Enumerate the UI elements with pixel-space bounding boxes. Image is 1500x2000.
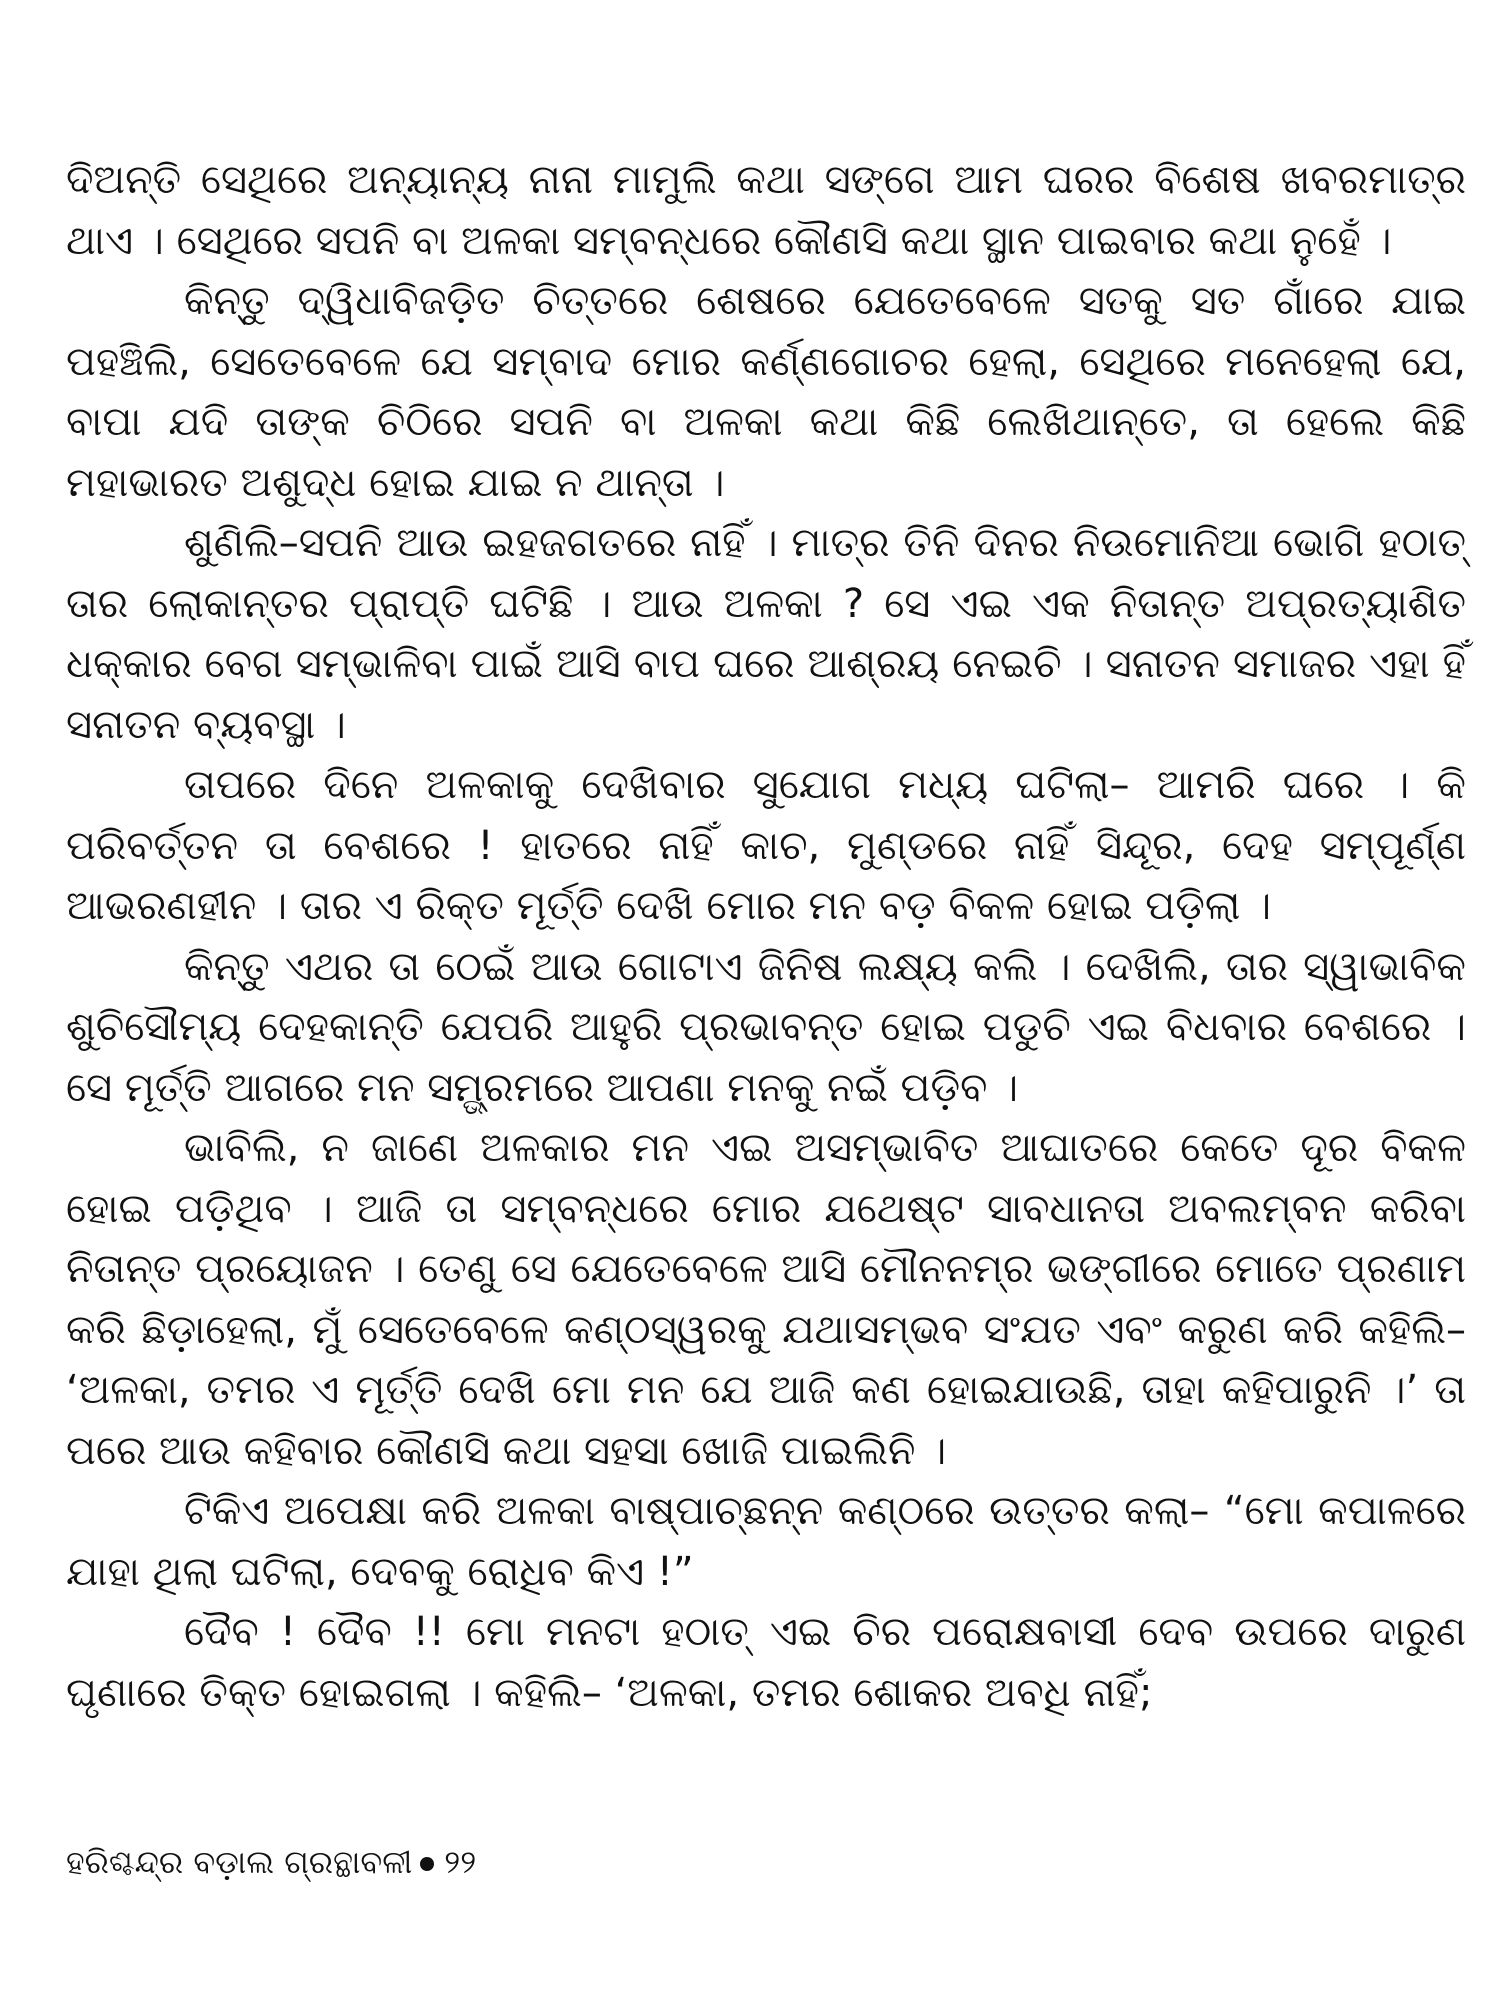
page-number: ୨୨ [444,1843,477,1881]
page-footer [66,1842,476,1882]
paragraph-6: ଭାବିଲି, ନ ଜାଣେ ଅଳକାର ମନ ଏଇ ଅସମ୍ଭାବିତ ଆଘାତରେ କେତେ ଦୂର ବିକଳ ହୋଇ ପଡ଼ିଥିବ । ଆଜି ତା ସମ୍ବନ୍ଧରେ ମୋର ଯଥେଷ୍ଟ ସାବଧାନତା ଅବଲମ୍ବନ କରିବା ନିତାନ୍ତ ପ୍ରୟୋଜନ । ତେଣୁ ସେ ଯେତେବେଳେ ଆସି ମୌନନମ୍ର ଭଙ୍ଗୀରେ ମୋତେ ପ୍ରଣାମ କରି ଛିଡ଼ାହେଲା, ମୁଁ ସେତେବେଳେ କଣ୍ଠସ୍ୱରକୁ ଯଥାସମ୍ଭବ ସଂଯତ ଏବଂ କରୁଣ କରି କହିଲି– ‘ଅଳକା, ତମର ଏ ମୂର୍ତ୍ତି ଦେଖି ମୋ ମନ ଯେ ଆଜି କଣ ହୋଇଯାଉଛି, ତାହା କହିପାରୁନି ।’ ତା ପରେ ଆଉ କହିବାର କୌଣସି କଥା ସହସା ଖୋଜି ପାଇଲିନି । [66,1125,1466,1474]
paragraph-2: କିନ୍ତୁ ଦ୍ୱିଧାବିଜଡ଼ିତ ଚିତ୍ତରେ ଶେଷରେ ଯେତେବେଳେ ସତକୁ ସତ ଗାଁରେ ଯାଇ ପହଞ୍ଚିଲି, ସେତେବେଳେ ଯେ ସମ୍ବାଦ ମୋର କର୍ଣ୍ଣଗୋଚର ହେଲା, ସେଥିରେ ମନେହେଲା ଯେ, ବାପା ଯଦି ତାଙ୍କ ଚିଠିରେ ସପନି ବା ଅଳକା କଥା କିଛି ଲେଖିଥାନ୍ତେ, ତା ହେଲେ କିଛି ମହାଭାରତ ଅଶୁଦ୍ଧ ହୋଇ ଯାଇ ନ ଥାନ୍ତା । [66,278,1466,506]
book-title: ହରିଶ୍ଚନ୍ଦ୍ର ବଡ଼ାଲ ଗ୍ରନ୍ଥାବଳୀ [66,1843,413,1881]
paragraph-1: ଦିଅନ୍ତି ସେଥିରେ ଅନ୍ୟାନ୍ୟ ନାନା ମାମୁଲି କଥା ସଙ୍ଗେ ଆମ ଘରର ବିଶେଷ ଖବରମାତ୍ର ଥାଏ । ସେଥିରେ ସପନି ବା ଅଳକା ସମ୍ବନ୍ଧରେ କୌଣସି କଥା ସ୍ଥାନ ପାଇବାର କଥା ନୁହେଁ । [66,157,1466,264]
bullet-separator [420,1857,434,1871]
paragraph-8: ଦୈବ ! ଦୈବ !! ମୋ ମନଟା ହଠାତ୍ ଏଇ ଚିର ପରୋକ୍ଷବାସୀ ଦେବ ଉପରେ ଦାରୁଣ ଘୃଣାରେ ତିକ୍ତ ହୋଇଗଲା । କହିଲି– ‘ଅଳକା, ତମର ଶୋକର ଅବଧି ନାହିଁ; [66,1609,1466,1716]
paragraph-5: କିନ୍ତୁ ଏଥର ତା ଠେଇଁ ଆଉ ଗୋଟାଏ ଜିନିଷ ଲକ୍ଷ୍ୟ କଲି । ଦେଖିଲି, ତାର ସ୍ୱାଭାବିକ ଶୁଚିସୌମ୍ୟ ଦେହକାନ୍ତି ଯେପରି ଆହୁରି ପ୍ରଭାବନ୍ତ ହୋଇ ପଡୁଚି ଏଇ ବିଧବାର ବେଶରେ । ସେ ମୂର୍ତ୍ତି ଆଗରେ ମନ ସମ୍ଭ୍ରମରେ ଆପଣା ମନକୁ ନଇଁ ପଡ଼ିବ । [66,943,1466,1111]
paragraph-3: ଶୁଣିଲି–ସପନି ଆଉ ଇହଜଗତରେ ନାହିଁ । ମାତ୍ର ତିନି ଦିନର ନିଉମୋନିଆ ଭୋଗି ହଠାତ୍ ତାର ଲୋକାନ୍ତର ପ୍ରାପ୍ତି ଘଟିଛି । ଆଉ ଅଳକା ? ସେ ଏଇ ଏକ ନିତାନ୍ତ ଅପ୍ରତ୍ୟାଶିତ ଧକ୍କାର ବେଗ ସମ୍ଭାଳିବା ପାଇଁ ଆସି ବାପ ଘରେ ଆଶ୍ରୟ ନେଇଚି । ସନାତନ ସମାଜର ଏହା ହିଁ ସନାତନ ବ୍ୟବସ୍ଥା । [66,520,1466,748]
paragraph-4: ତାପରେ ଦିନେ ଅଳକାକୁ ଦେଖିବାର ସୁଯୋଗ ମଧ୍ୟ ଘଟିଲା– ଆମରି ଘରେ । କି ପରିବର୍ତ୍ତନ ତା ବେଶରେ ! ହାତରେ ନାହିଁ କାଚ, ମୁଣ୍ଡରେ ନାହିଁ ସିନ୍ଦୂର, ଦେହ ସମ୍ପୂର୍ଣ୍ଣ ଆଭରଣହୀନ । ତାର ଏ ରିକ୍ତ ମୂର୍ତ୍ତି ଦେଖି ମୋର ମନ ବଡ଼ ବିକଳ ହୋଇ ପଡ଼ିଲା । [66,762,1466,929]
body-text [66,150,1466,1723]
paragraph-7: ଟିକିଏ ଅପେକ୍ଷା କରି ଅଳକା ବାଷ୍ପାଚ୍ଛନ୍ନ କଣ୍ଠରେ ଉତ୍ତର କଲା– “ମୋ କପାଳରେ ଯାହା ଥିଲା ଘଟିଲା, ଦେବକୁ ରୋଧିବ କିଏ !” [66,1488,1466,1595]
